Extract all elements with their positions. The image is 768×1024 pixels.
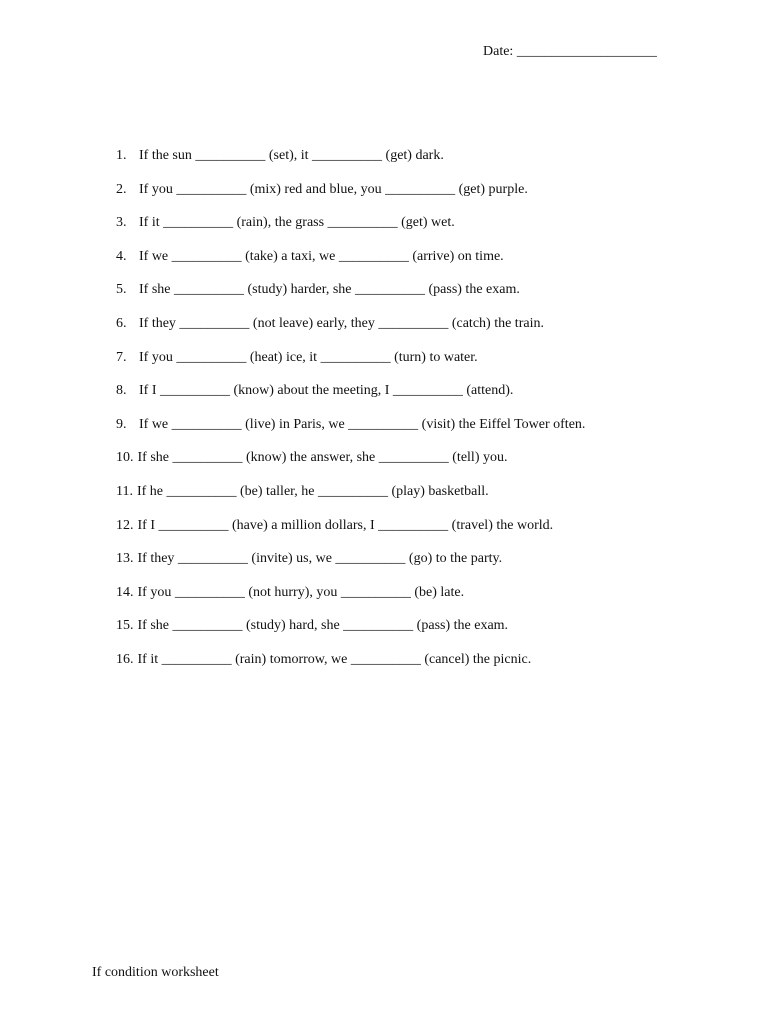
question-text: If you __________ (heat) ice, it __________ (turn) to water. bbox=[139, 349, 478, 365]
question-number: 2. bbox=[116, 181, 127, 197]
question-text: If she __________ (know) the answer, she __________ (tell) you. bbox=[137, 450, 508, 466]
question-text: If I __________ (have) a million dollars, I __________ (travel) the world. bbox=[137, 517, 554, 533]
question-item bbox=[0, 650, 532, 684]
question-item bbox=[0, 180, 528, 214]
question-text: If they __________ (not leave) early, they __________ (catch) the train. bbox=[139, 315, 544, 331]
question-number: 4. bbox=[116, 248, 127, 264]
question-number: 9. bbox=[116, 416, 127, 432]
question-number: 8. bbox=[116, 383, 127, 399]
question-text: If it __________ (rain), the grass __________ (get) wet. bbox=[139, 215, 455, 231]
date-field: Date: ____________________ bbox=[483, 44, 657, 59]
question-item bbox=[0, 280, 520, 314]
question-number: 15. bbox=[116, 618, 134, 634]
question-text: If I __________ (know) about the meeting, I __________ (attend). bbox=[139, 383, 514, 399]
question-item bbox=[0, 415, 586, 449]
question-item bbox=[0, 348, 478, 382]
question-text: If you __________ (not hurry), you __________ (be) late. bbox=[137, 584, 465, 600]
question-number: 11. bbox=[116, 483, 133, 499]
question-text: If we __________ (live) in Paris, we __________ (visit) the Eiffel Tower often. bbox=[139, 416, 586, 432]
question-number: 12. bbox=[116, 517, 134, 533]
question-number: 10. bbox=[116, 450, 134, 466]
question-number: 1. bbox=[116, 148, 127, 163]
question-number: 3. bbox=[116, 215, 127, 231]
question-text: If the sun __________ (set), it __________ (get) dark. bbox=[139, 148, 444, 163]
question-item bbox=[0, 247, 504, 281]
question-item bbox=[0, 146, 444, 180]
question-text: If she __________ (study) harder, she __________ (pass) the exam. bbox=[139, 282, 520, 298]
question-item bbox=[0, 448, 508, 482]
question-number: 6. bbox=[116, 315, 127, 331]
question-number: 7. bbox=[116, 349, 127, 365]
question-text: If she __________ (study) hard, she __________ (pass) the exam. bbox=[137, 618, 509, 634]
footer-label: If condition worksheet bbox=[92, 965, 219, 980]
question-list bbox=[0, 146, 586, 684]
question-item bbox=[0, 583, 465, 617]
question-item bbox=[0, 314, 544, 348]
question-item bbox=[0, 616, 509, 650]
question-text: If he __________ (be) taller, he __________ (play) basketball. bbox=[136, 483, 489, 499]
question-item bbox=[0, 516, 554, 550]
question-number: 14. bbox=[116, 584, 134, 600]
question-item bbox=[0, 381, 514, 415]
question-text: If they __________ (invite) us, we __________ (go) to the party. bbox=[137, 551, 503, 567]
question-item bbox=[0, 482, 489, 516]
question-number: 16. bbox=[116, 651, 134, 667]
question-text: If you __________ (mix) red and blue, you __________ (get) purple. bbox=[139, 181, 528, 197]
question-number: 13. bbox=[116, 551, 134, 567]
question-text: If it __________ (rain) tomorrow, we __________ (cancel) the picnic. bbox=[137, 651, 532, 667]
question-item bbox=[0, 213, 455, 247]
question-item bbox=[0, 549, 503, 583]
question-text: If we __________ (take) a taxi, we __________ (arrive) on time. bbox=[139, 248, 504, 264]
question-number: 5. bbox=[116, 282, 127, 298]
